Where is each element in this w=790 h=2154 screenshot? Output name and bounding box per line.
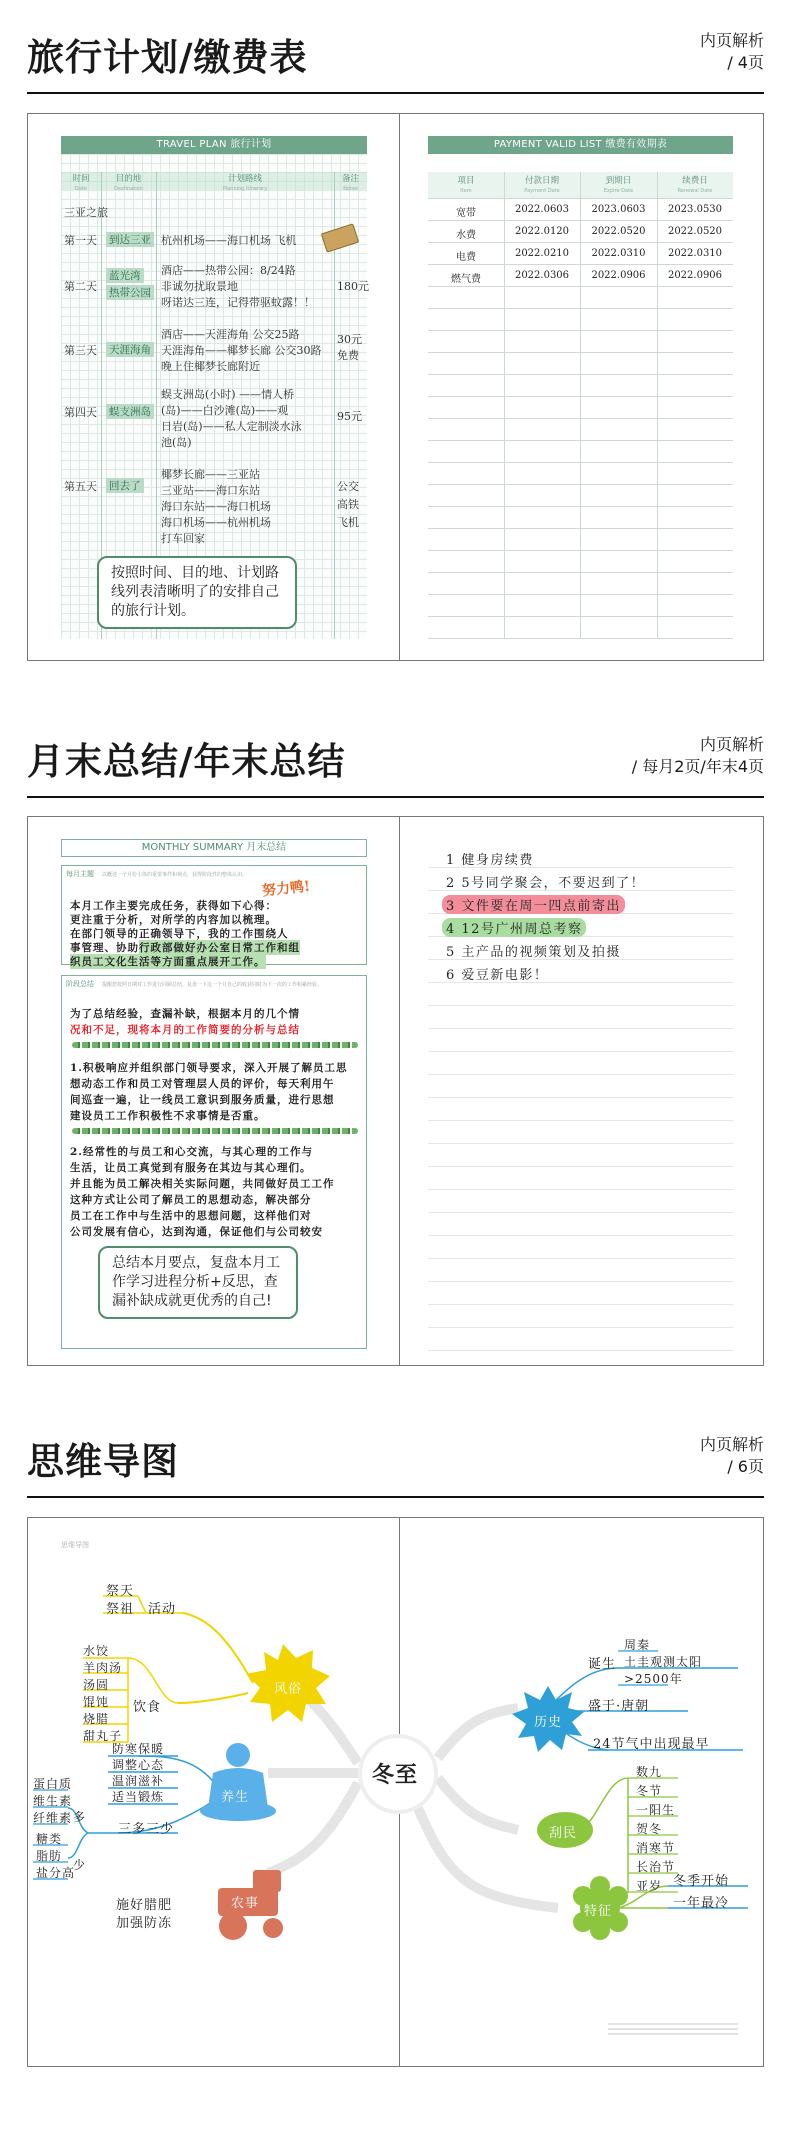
todo-line (428, 1258, 733, 1259)
payment-cell: 2022.0310 (667, 248, 723, 259)
todo-line (428, 1235, 733, 1236)
payment-cell: 2022.0306 (514, 270, 570, 281)
row-day: 第五天 (64, 480, 97, 493)
mindmap-item: 数九 (636, 1765, 663, 1779)
header-itinerary: 计划路线 Planning Itinerary (222, 174, 268, 192)
row-route: 杭州机场——海口机场 飞机 (161, 234, 297, 247)
travel-plan-callout: 按照时间、目的地、计划路 线列表清晰明了的安排自己 的旅行计划。 (97, 556, 297, 629)
travel-plan-page (61, 136, 367, 639)
payment-cell: 2022.0120 (514, 226, 570, 237)
row-route: 海口机场——杭州机场 (161, 516, 271, 529)
node-lishi: 历史 (534, 1715, 563, 1730)
section-meta: 内页解析 / 每月2页/年末4页 (631, 735, 764, 776)
label-dansheng: 诞生 (588, 1657, 617, 1672)
section-divider (27, 796, 764, 798)
row-destination-2: 热带公园 (106, 285, 154, 300)
section-mindmap-header (27, 1426, 764, 1501)
row-day: 第三天 (64, 344, 97, 357)
row-route: 酒店——天涯海角 公交25路 (161, 328, 300, 341)
header-payment-date: 付款日期 Payment Date (524, 176, 560, 194)
book-spine (399, 817, 400, 1365)
header-destination: 目的地 Destination (114, 174, 143, 192)
row-note: 95元 (337, 410, 362, 423)
section-title: 思维导图 (27, 1440, 179, 1483)
payment-grid-col (580, 172, 581, 639)
payment-grid (428, 172, 733, 639)
payment-cell: 2022.0906 (667, 270, 723, 281)
row-route: 日岩(岛)——私人定制淡水泳 (161, 420, 302, 433)
section-summary-header (27, 726, 764, 801)
mindmap-item: 亚岁 (636, 1879, 663, 1893)
mindmap-item: 调整心态 (112, 1758, 165, 1772)
travel-plan-title-bar: TRAVEL PLAN 旅行计划 (61, 136, 367, 154)
label-huodong: 活动 (148, 1602, 177, 1617)
todo-line (428, 1028, 733, 1029)
monthly-theme-panel: 每月主题 以概述一个月份主体的重要事件和观点，获得阶段性的整体认识。 努力鸭! 本月工作主要完成任务，获得如下心得： 更注重于分析，对所学的内容加以梳理。 在部门领导的正确领导下，我的工作围绕人 事管理、协助行政部做好办公室日常工作和组 织员工文化生活等方面重点展开工作。 (61, 865, 367, 965)
todo-item: 5 主产品的视频策划及拍摄 (446, 945, 621, 960)
nongshi-item: 加强防冻 (116, 1916, 173, 1931)
mindmap-item: 贺冬 (636, 1822, 663, 1836)
fine-print (608, 2023, 738, 2035)
mindmap-center-label: 冬至 (372, 1762, 419, 1788)
todo-line (428, 1143, 733, 1144)
stage-summary-panel: 阶段总结 提醒您按照日期对工作进行回顾总结，复盘一下这一个月自己的收获同时为下一次的工作积累经验。 为了总结经验，查漏补缺，根据本月的几个情 况和不足，现将本月的工作简要的分析与总结 1.积极响应并组织部门领导要求，深入开展了解员工思 想动态工作和员工对管理层人员的评价，每天利用午 间巡查一遍，让一线员工意识到服务质量，进行思想 建设员工工作积极性不求事情是否重。 2.经常性的与员工和心交流，与其心理的工作与 生活，让员工真觉到有服务在其边与其心理们。 并且能为员工解决相关实际问题，共同做好员工工作 这种方式让公司了解员工的思想动态，解决部分 员工在工作中与生活中的思想问题，这样他们对 公司发展有信心，达到沟通，保证他们与公司较安 总结本月要点，复盘本月工 作学习进程分析+反思，查 漏补缺成就更优秀的自己! (61, 975, 367, 1349)
mindmap-item: 长治节 (636, 1860, 676, 1874)
section-meta: 内页解析 / 6页 (699, 1435, 764, 1476)
label-yinshi: 饮食 (133, 1700, 162, 1715)
payment-cell: 2022.0210 (514, 248, 570, 259)
section-divider (27, 1496, 764, 1498)
mindmap-item: 糖类 (36, 1832, 63, 1846)
row-note: 30元 (337, 333, 362, 346)
todo-line (428, 1074, 733, 1075)
todo-line (428, 1350, 733, 1351)
todo-item: 3 文件要在周一四点前寄出 (442, 895, 625, 914)
payment-cell: 2022.0520 (591, 226, 646, 237)
payment-cell: 2022.0906 (591, 270, 646, 281)
huodong-item: 祭天 (106, 1584, 135, 1599)
section-travel-payment-header (27, 22, 764, 97)
mindmap-spread (27, 1517, 764, 2067)
todo-line (428, 1212, 733, 1213)
node-tezheng: 特征 (584, 1904, 613, 1919)
todo-item: 1 健身房续费 (446, 853, 534, 868)
row-note: 高铁 (337, 498, 359, 511)
mindmap-item: 温润滋补 (112, 1774, 165, 1788)
ds-item: 土圭观测太阳 (624, 1655, 703, 1669)
yangsheng-figure (200, 1743, 276, 1821)
row-destination: 回去了 (106, 478, 144, 493)
tz-item: 冬季开始 (673, 1874, 730, 1889)
section-divider (27, 92, 764, 94)
row-route: 天涯海角——椰梦长廊 公交30路 (161, 344, 322, 357)
mindmap-item: 消寒节 (636, 1841, 676, 1855)
row-day: 第一天 (64, 234, 97, 247)
row-route: 打车回家 (161, 532, 205, 545)
vine-divider (72, 1042, 358, 1048)
monthly-summary-title-bar: MONTHLY SUMMARY 月末总结 (61, 839, 367, 857)
payment-cell: 电费 (456, 252, 476, 263)
row-route: 蜈支洲岛(小时) ——情人桥 (161, 388, 295, 401)
node-fengsu: 风俗 (274, 1682, 303, 1697)
mindmap-item: 甜丸子 (83, 1729, 123, 1743)
todo-line (428, 1327, 733, 1328)
trip-group: 三亚之旅 (64, 206, 108, 219)
row-route: 晚上住椰梦长廊附近 (161, 360, 260, 373)
row-destination: 天涯海角 (106, 342, 154, 357)
todo-line (428, 1281, 733, 1282)
row-route: 三亚站——海口东站 (161, 484, 260, 497)
label-duo: 多 (73, 1810, 87, 1824)
ds-item: >2500年 (624, 1672, 683, 1686)
todo-line (428, 1166, 733, 1167)
section-meta: 内页解析 / 4页 (699, 31, 764, 72)
todo-line (428, 1120, 733, 1121)
row-note: 飞机 (337, 516, 359, 529)
todo-line (428, 1051, 733, 1052)
mindmap-item: 纤维素 (33, 1811, 73, 1825)
row-route: 椰梦长廊——三亚站 (161, 468, 260, 481)
payment-cell: 水费 (456, 230, 476, 241)
todo-item: 6 爱豆新电影！ (446, 968, 549, 983)
mindmap-label: 思维导图 (61, 1541, 89, 1549)
ds-item: 周秦 (624, 1638, 651, 1652)
payment-cell: 2023.0530 (667, 204, 723, 215)
mindmap-item: 脂肪 (36, 1849, 63, 1863)
row-day: 第四天 (64, 406, 97, 419)
row-destination: 到达三亚 (106, 232, 154, 247)
row-route: 呀诺达三连，记得带驱蚊露！！ (161, 296, 315, 309)
mindmap-item: 维生素 (33, 1794, 73, 1808)
mindmap-item: 蛋白质 (33, 1777, 73, 1791)
label-shao: 少 (73, 1858, 87, 1872)
payment-cell: 2023.0603 (591, 204, 646, 215)
payment-cell: 2022.0310 (591, 248, 646, 259)
sticker-duck: 努力鸭! (261, 878, 311, 900)
row-note: 免费 (337, 349, 359, 362)
header-item: 项目 Item (457, 176, 475, 194)
row-route: 非诚勿扰取景地 (161, 280, 238, 293)
nongshi-item: 施好腊肥 (116, 1898, 173, 1913)
payment-grid-col (657, 172, 658, 639)
summary-callout: 总结本月要点，复盘本月工 作学习进程分析+反思，查 漏补缺成就更优秀的自己! (98, 1246, 298, 1319)
payment-list-page (428, 136, 733, 639)
summary-spread (27, 816, 764, 1366)
todo-page (428, 847, 733, 1347)
mindmap-item: 羊肉汤 (83, 1661, 123, 1675)
label-sanduo: 三多三少 (118, 1822, 175, 1837)
header-expire-date: 到期日 Expire Date (603, 176, 634, 194)
header-renewal-date: 续费日 Renewal Date (677, 176, 713, 194)
huodong-item: 祭祖 (106, 1602, 135, 1617)
header-notes: 备注 Notes (341, 174, 359, 192)
header-date: 时间 Date (72, 174, 90, 192)
row-note: 180元 (337, 280, 369, 293)
row-destination: 蜈支洲岛 (106, 404, 154, 419)
book-spine (399, 114, 400, 660)
row-route: (岛)——白沙滩(岛)——观 (161, 404, 289, 417)
todo-line (428, 1189, 733, 1190)
todo-item: 2 5号同学聚会，不要迟到了！ (446, 876, 646, 891)
todo-line (428, 1097, 733, 1098)
mindmap-item: 烧腊 (83, 1712, 110, 1726)
todo-line (428, 1005, 733, 1006)
mindmap-item: 水饺 (83, 1644, 110, 1658)
payment-list-title-bar: PAYMENT VALID LIST 缴费有效期表 (428, 136, 733, 154)
label-shengxing: 盛于·唐朝 (588, 1699, 650, 1714)
payment-cell: 2022.0603 (514, 204, 570, 215)
todo-line (428, 1304, 733, 1305)
tz-item: 一年最冷 (673, 1896, 730, 1911)
mindmap-item: 盐分高 (36, 1866, 76, 1880)
section-title: 月末总结/年末总结 (27, 740, 346, 783)
row-day: 第二天 (64, 280, 97, 293)
payment-cell: 宽带 (456, 208, 476, 219)
todo-item: 4 12号广州周总考察 (442, 918, 586, 937)
row-route: 池(岛) (161, 436, 192, 449)
node-nongshi: 农事 (231, 1896, 260, 1911)
mindmap-item: 防寒保暖 (112, 1742, 165, 1756)
vine-divider (72, 1128, 358, 1134)
mindmap-item: 馄饨 (83, 1695, 110, 1709)
monthly-summary-page (61, 839, 367, 1349)
plane-ticket-icon (321, 223, 360, 253)
mindmap-item: 适当锻炼 (112, 1790, 165, 1804)
node-yangsheng: 养生 (221, 1790, 250, 1805)
row-route: 酒店——热带公园：8/24路 (161, 264, 296, 277)
mindmap-item: 一阳生 (636, 1803, 676, 1817)
travel-payment-spread (27, 113, 764, 661)
mindmap-item: 冬节 (636, 1784, 663, 1798)
row-note: 公交 (337, 480, 359, 493)
row-route: 海口东站——海口机场 (161, 500, 271, 513)
payment-grid-col (504, 172, 505, 639)
payment-cell: 燃气费 (451, 274, 481, 285)
label-jieqi: 24节气中出现最早 (593, 1737, 710, 1752)
section-title: 旅行计划/缴费表 (27, 36, 308, 79)
node-gemin: 刮民 (549, 1826, 578, 1841)
payment-cell: 2022.0520 (667, 226, 723, 237)
mindmap-item: 汤圆 (83, 1678, 110, 1692)
row-destination: 蓝光湾 (106, 268, 144, 283)
